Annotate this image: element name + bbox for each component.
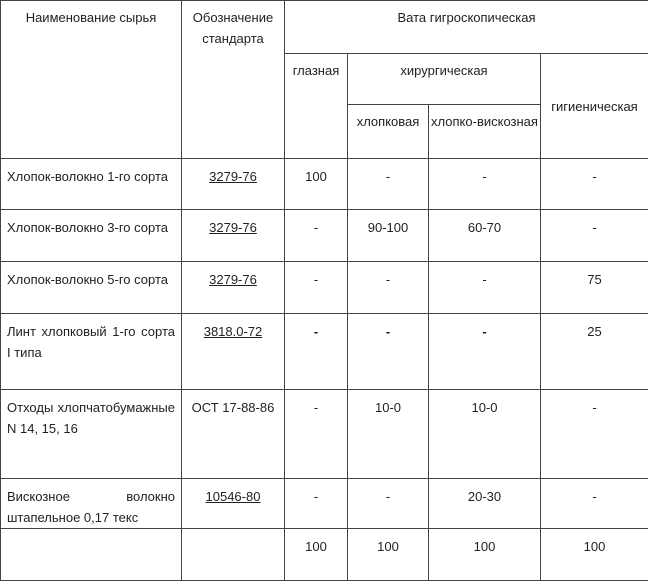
header-row-1: [1, 1, 648, 54]
table-row: [1, 210, 648, 262]
cotton-header: хлопковая: [348, 105, 429, 159]
cotton-viscose-value: -: [429, 314, 541, 390]
hygienic-value: -: [541, 159, 648, 210]
cotton-value: 90-100: [348, 210, 429, 262]
table-row: [1, 390, 648, 479]
hygienic-total: 100: [541, 529, 648, 581]
eye-value: -: [285, 314, 348, 390]
table-row: [1, 314, 648, 390]
cotton-value: -: [348, 159, 429, 210]
eye-value: -: [285, 479, 348, 529]
table-row: [1, 479, 648, 529]
standard-link[interactable]: 3279-76: [209, 220, 257, 235]
eye-value: 100: [285, 159, 348, 210]
eye-total: 100: [285, 529, 348, 581]
standard-cell: [182, 479, 285, 529]
material-name: Линт хлопковый 1-го сорта I типа: [1, 314, 182, 390]
cotton-viscose-value: 10-0: [429, 390, 541, 479]
standard-link[interactable]: 10546-80: [205, 489, 261, 504]
cotton-viscose-value: 20-30: [429, 479, 541, 529]
material-name: Хлопок-волокно 1-го сорта: [1, 159, 182, 210]
totals-standard-empty: [182, 529, 285, 581]
cotton-viscose-value: 60-70: [429, 210, 541, 262]
cotton-wool-group-header: Вата гигроскопическая: [285, 1, 648, 54]
cotton-viscose-header: хлопко-вискозная: [429, 105, 541, 159]
hygienic-header: гигиеническая: [541, 54, 648, 159]
cotton-viscose-value: -: [429, 262, 541, 314]
material-name: Хлопок-волокно 3-го сорта: [1, 210, 182, 262]
eye-value: -: [285, 210, 348, 262]
cotton-total: 100: [348, 529, 429, 581]
surgical-header: хирургическая: [348, 54, 541, 105]
eye-value: -: [285, 390, 348, 479]
cotton-value: 10-0: [348, 390, 429, 479]
totals-name-empty: [1, 529, 182, 581]
standard-cell: [182, 159, 285, 210]
cotton-viscose-total: 100: [429, 529, 541, 581]
standard-value: ОСТ 17-88-86: [182, 390, 285, 479]
totals-row: [1, 529, 648, 581]
standard-cell: [182, 262, 285, 314]
hygienic-value: -: [541, 479, 648, 529]
hygienic-value: -: [541, 210, 648, 262]
col-standard-header: Обозначение стандарта: [182, 1, 285, 159]
material-name: Вискозное волокно штапельное 0,17 текс: [1, 479, 182, 529]
cotton-value: -: [348, 262, 429, 314]
table-row: [1, 262, 648, 314]
standard-cell: [182, 210, 285, 262]
standard-link[interactable]: 3279-76: [209, 272, 257, 287]
col-name-header: Наименование сырья: [1, 1, 182, 159]
standard-link[interactable]: 3818.0-72: [203, 324, 263, 339]
hygienic-value: 75: [541, 262, 648, 314]
material-name: Отходы хлопчатобумажные N 14, 15, 16: [1, 390, 182, 479]
eye-value: -: [285, 262, 348, 314]
eye-header: глазная: [285, 54, 348, 159]
material-name: Хлопок-волокно 5-го сорта: [1, 262, 182, 314]
cotton-value: -: [348, 479, 429, 529]
table-row: [1, 159, 648, 210]
standard-link[interactable]: 3279-76: [209, 169, 257, 184]
cotton-viscose-value: -: [429, 159, 541, 210]
cotton-value: -: [348, 314, 429, 390]
standard-cell: [182, 314, 285, 390]
hygienic-value: 25: [541, 314, 648, 390]
hygienic-value: -: [541, 390, 648, 479]
